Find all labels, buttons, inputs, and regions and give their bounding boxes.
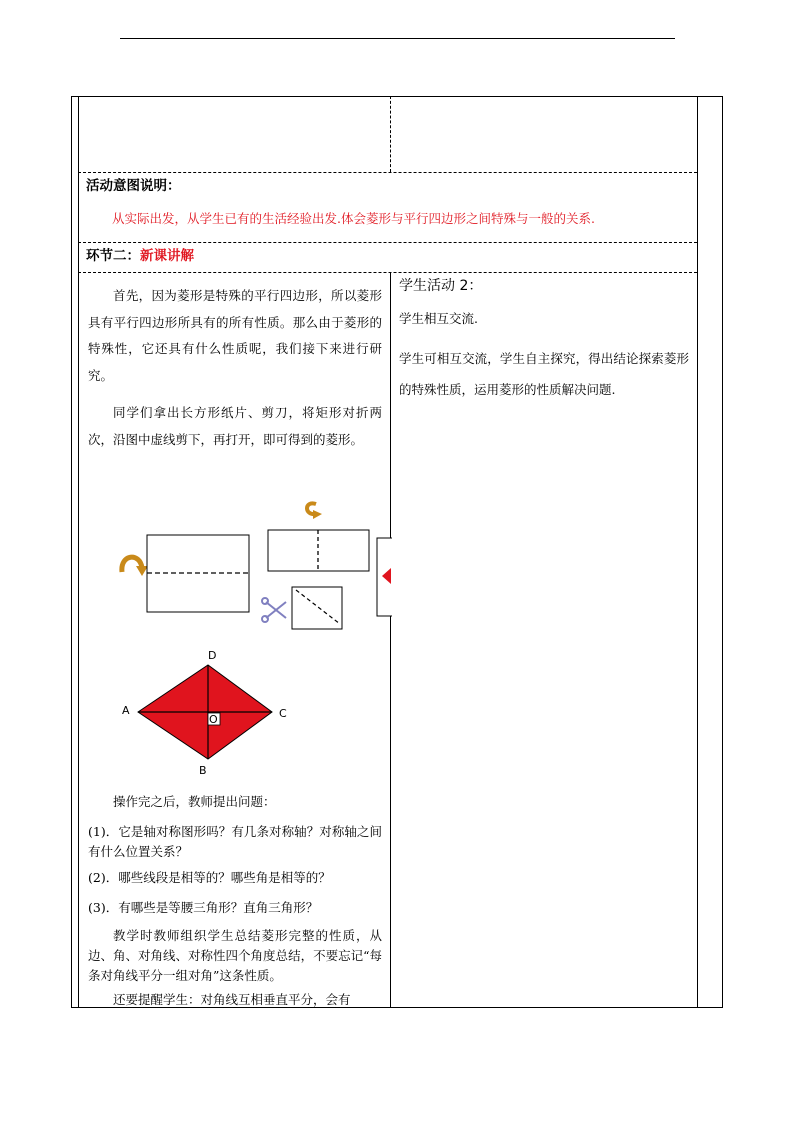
scissors-icon <box>262 598 286 622</box>
label-d: D <box>208 649 217 662</box>
label-a: A <box>122 704 130 717</box>
question-1: (1)．它是轴对称图形吗？有几条对称轴？对称轴之间有什么位置关系？ <box>88 824 382 859</box>
label-c: C <box>279 707 287 720</box>
label-o: O <box>209 713 218 726</box>
intent-heading: 活动意图说明： <box>86 178 181 194</box>
label-b: B <box>199 764 207 777</box>
folded-rectangle <box>268 530 369 571</box>
question-3: (3)．有哪些是等腰三角形？直角三角形？ <box>88 900 319 915</box>
folding-illustration <box>110 490 392 630</box>
top-column-divider <box>390 96 391 172</box>
paragraph-reminder: 还要提醒学生：对角线互相垂直平分，会有 <box>113 992 351 1007</box>
paragraph-after: 操作完之后，教师提出问题： <box>113 794 276 809</box>
section2-title: 新课讲解 <box>140 248 194 264</box>
paragraph-summary: 教学时教师组织学生总结菱形完整的性质，从边、角、对角线、对称性四个角度总结，不要忘记“每条对角线平分一组对角”这条性质。 <box>88 928 382 983</box>
paragraph-folding: 同学们拿出长方形纸片、剪刀，将矩形对折两次，沿图中虚线剪下，再打开，即可得到的菱形。 <box>88 405 382 447</box>
question-2: (2)．哪些线段是相等的？哪些角是相等的？ <box>88 870 331 885</box>
cut-rectangle <box>292 587 342 629</box>
row-divider-3 <box>78 272 697 273</box>
left-inner-border <box>78 96 79 1008</box>
header-rule <box>120 38 675 39</box>
section2-header <box>86 243 194 269</box>
column-divider <box>390 272 391 1008</box>
paragraph-intro: 首先，因为菱形是特殊的平行四边形，所以菱形具有平行四边形所具有的所有性质。那么由于菱形的特殊性，它还具有什么性质呢，我们接下来进行研究。 <box>88 288 382 383</box>
student-activity-title: 学生活动 2： <box>399 278 483 294</box>
rhombus-figure <box>112 645 302 780</box>
student-activity-line2: 学生可相互交流，学生自主探究，得出结论探索菱形的特殊性质，运用菱形的性质解决问题. <box>399 351 689 397</box>
student-activity-line1: 学生相互交流. <box>399 311 478 326</box>
right-inner-border <box>697 96 698 1008</box>
intent-text: 从实际出发，从学生已有的生活经验出发.体会菱形与平行四边形之间特殊与一般的关系. <box>112 211 595 226</box>
section2-label: 环节二： <box>86 248 140 264</box>
